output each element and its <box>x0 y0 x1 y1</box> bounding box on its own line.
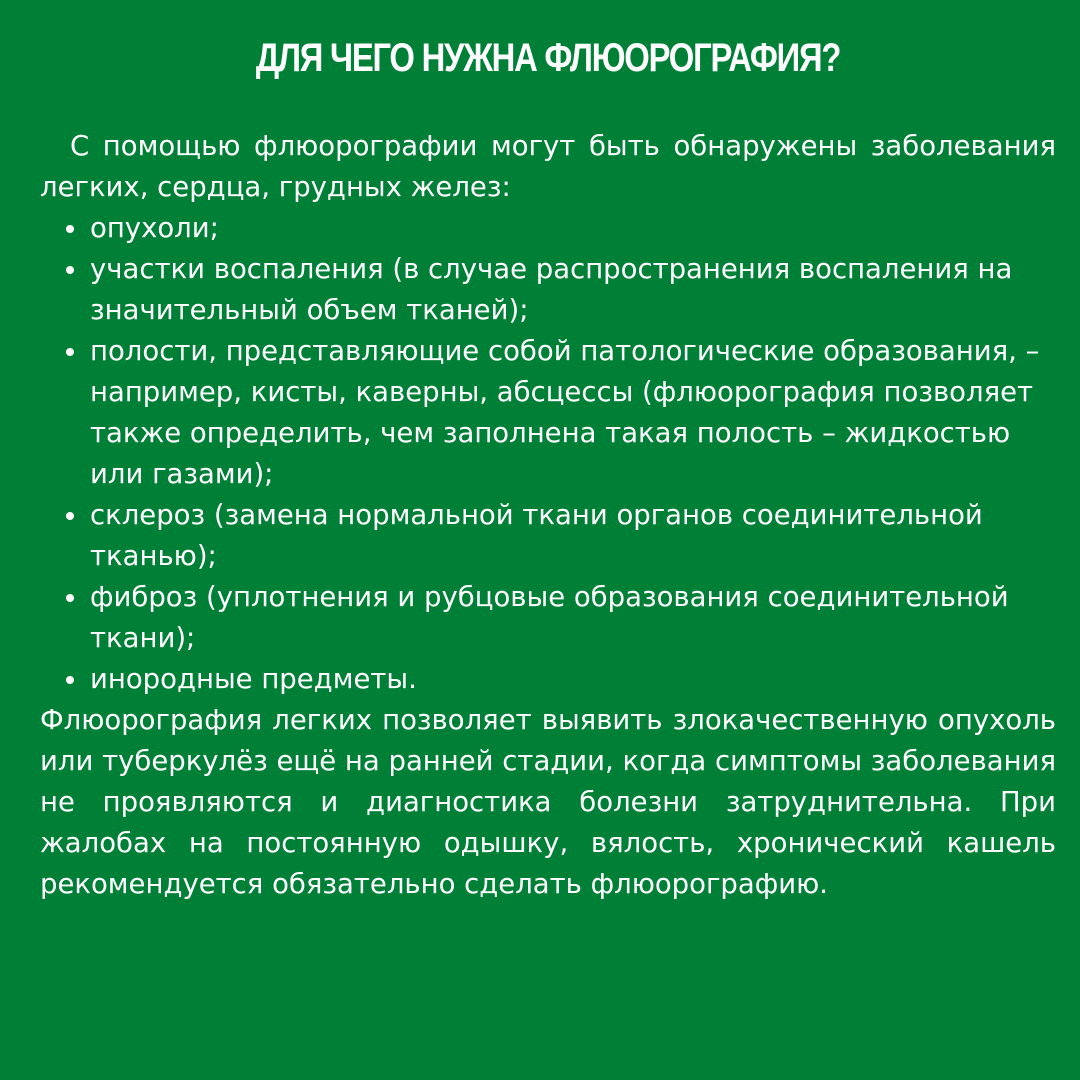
intro-paragraph: С помощью флюорографии могут быть обнаружены заболевания легких, сердца, грудных желез: <box>40 130 1056 203</box>
list-item: полости, представляющие собой патологические образования, – например, кисты, каверны, абсцессы (флюорография позволяет также определить, чем заполнена такая полость – жидкостью или газами); <box>90 331 1056 495</box>
list-item: опухоли; <box>90 208 1056 249</box>
list-item: инородные предметы. <box>90 659 1056 700</box>
list-item: склероз (замена нормальной ткани органов соединительной тканью); <box>90 495 1056 577</box>
conclusion-paragraph: Флюорография легких позволяет выявить злокачественную опухоль или туберкулёз ещё на ранней стадии, когда симптомы заболевания не проявляются и диагностика болезни затруднительна. При жалобах на постоянную одышку, вялость, хронический кашель рекомендуется обязательно сделать флюорографию. <box>40 704 1056 900</box>
page-title: ДЛЯ ЧЕГО НУЖНА ФЛЮОРОГРАФИЯ? <box>255 36 841 80</box>
list-item: участки воспаления (в случае распространения воспаления на значительный объем тканей); <box>90 249 1056 331</box>
list-item: фиброз (уплотнения и рубцовые образования соединительной ткани); <box>90 577 1056 659</box>
disease-list <box>40 208 1056 700</box>
